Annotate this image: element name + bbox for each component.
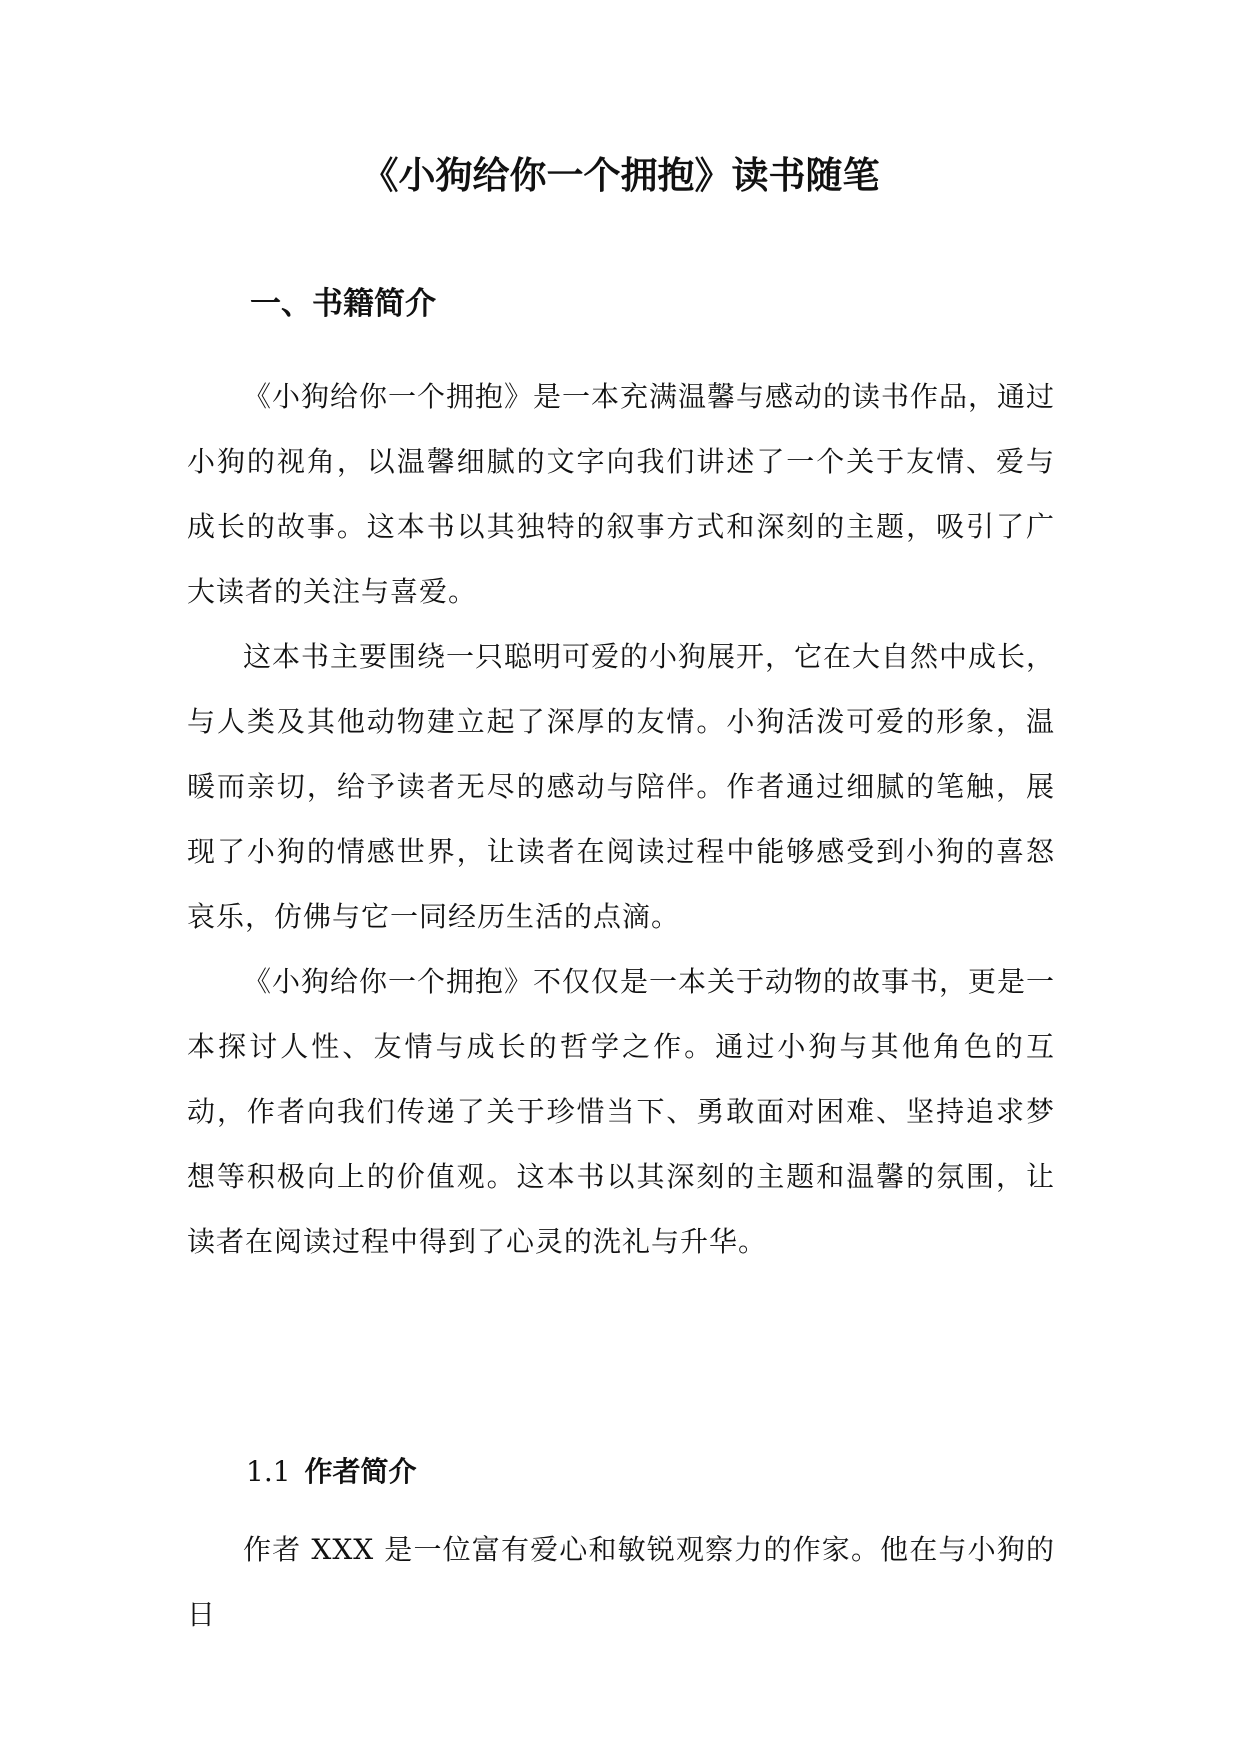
subsection-body-author-intro xyxy=(187,1517,1055,1647)
document-title: 《小狗给你一个拥抱》读书随笔 xyxy=(361,154,880,197)
subsection-number: 1.1 xyxy=(246,1455,291,1488)
subsection-heading-author-intro xyxy=(246,1448,417,1496)
section-body-book-intro xyxy=(187,364,1055,1274)
paragraph: 这本书主要围绕一只聪明可爱的小狗展开，它在大自然中成长，与人类及其他动物建立起了深厚的友情。小狗活泼可爱的形象，温暖而亲切，给予读者无尽的感动与陪伴。作者通过细腻的笔触，展现了小狗的情感世界，让读者在阅读过程中能够感受到小狗的喜怒哀乐，仿佛与它一同经历生活的点滴。 xyxy=(187,640,1056,933)
paragraph: 作者 XXX 是一位富有爱心和敏锐观察力的作家。他在与小狗的日 xyxy=(187,1533,1055,1631)
paragraph: 《小狗给你一个拥抱》不仅仅是一本关于动物的故事书，更是一本探讨人性、友情与成长的哲学之作。通过小狗与其他角色的互动，作者向我们传递了关于珍惜当下、勇敢面对困难、坚持追求梦想等积极向上的价值观。这本书以其深刻的主题和温馨的氛围，让读者在阅读过程中得到了心灵的洗礼与升华。 xyxy=(187,965,1056,1258)
paragraph: 《小狗给你一个拥抱》是一本充满温馨与感动的读书作品，通过小狗的视角，以温馨细腻的文字向我们讲述了一个关于友情、爱与成长的故事。这本书以其独特的叙事方式和深刻的主题，吸引了广大读者的关注与喜爱。 xyxy=(187,380,1056,608)
section-heading-book-intro: 一、书籍简介 xyxy=(250,286,436,322)
subsection-title: 作者简介 xyxy=(304,1455,417,1488)
